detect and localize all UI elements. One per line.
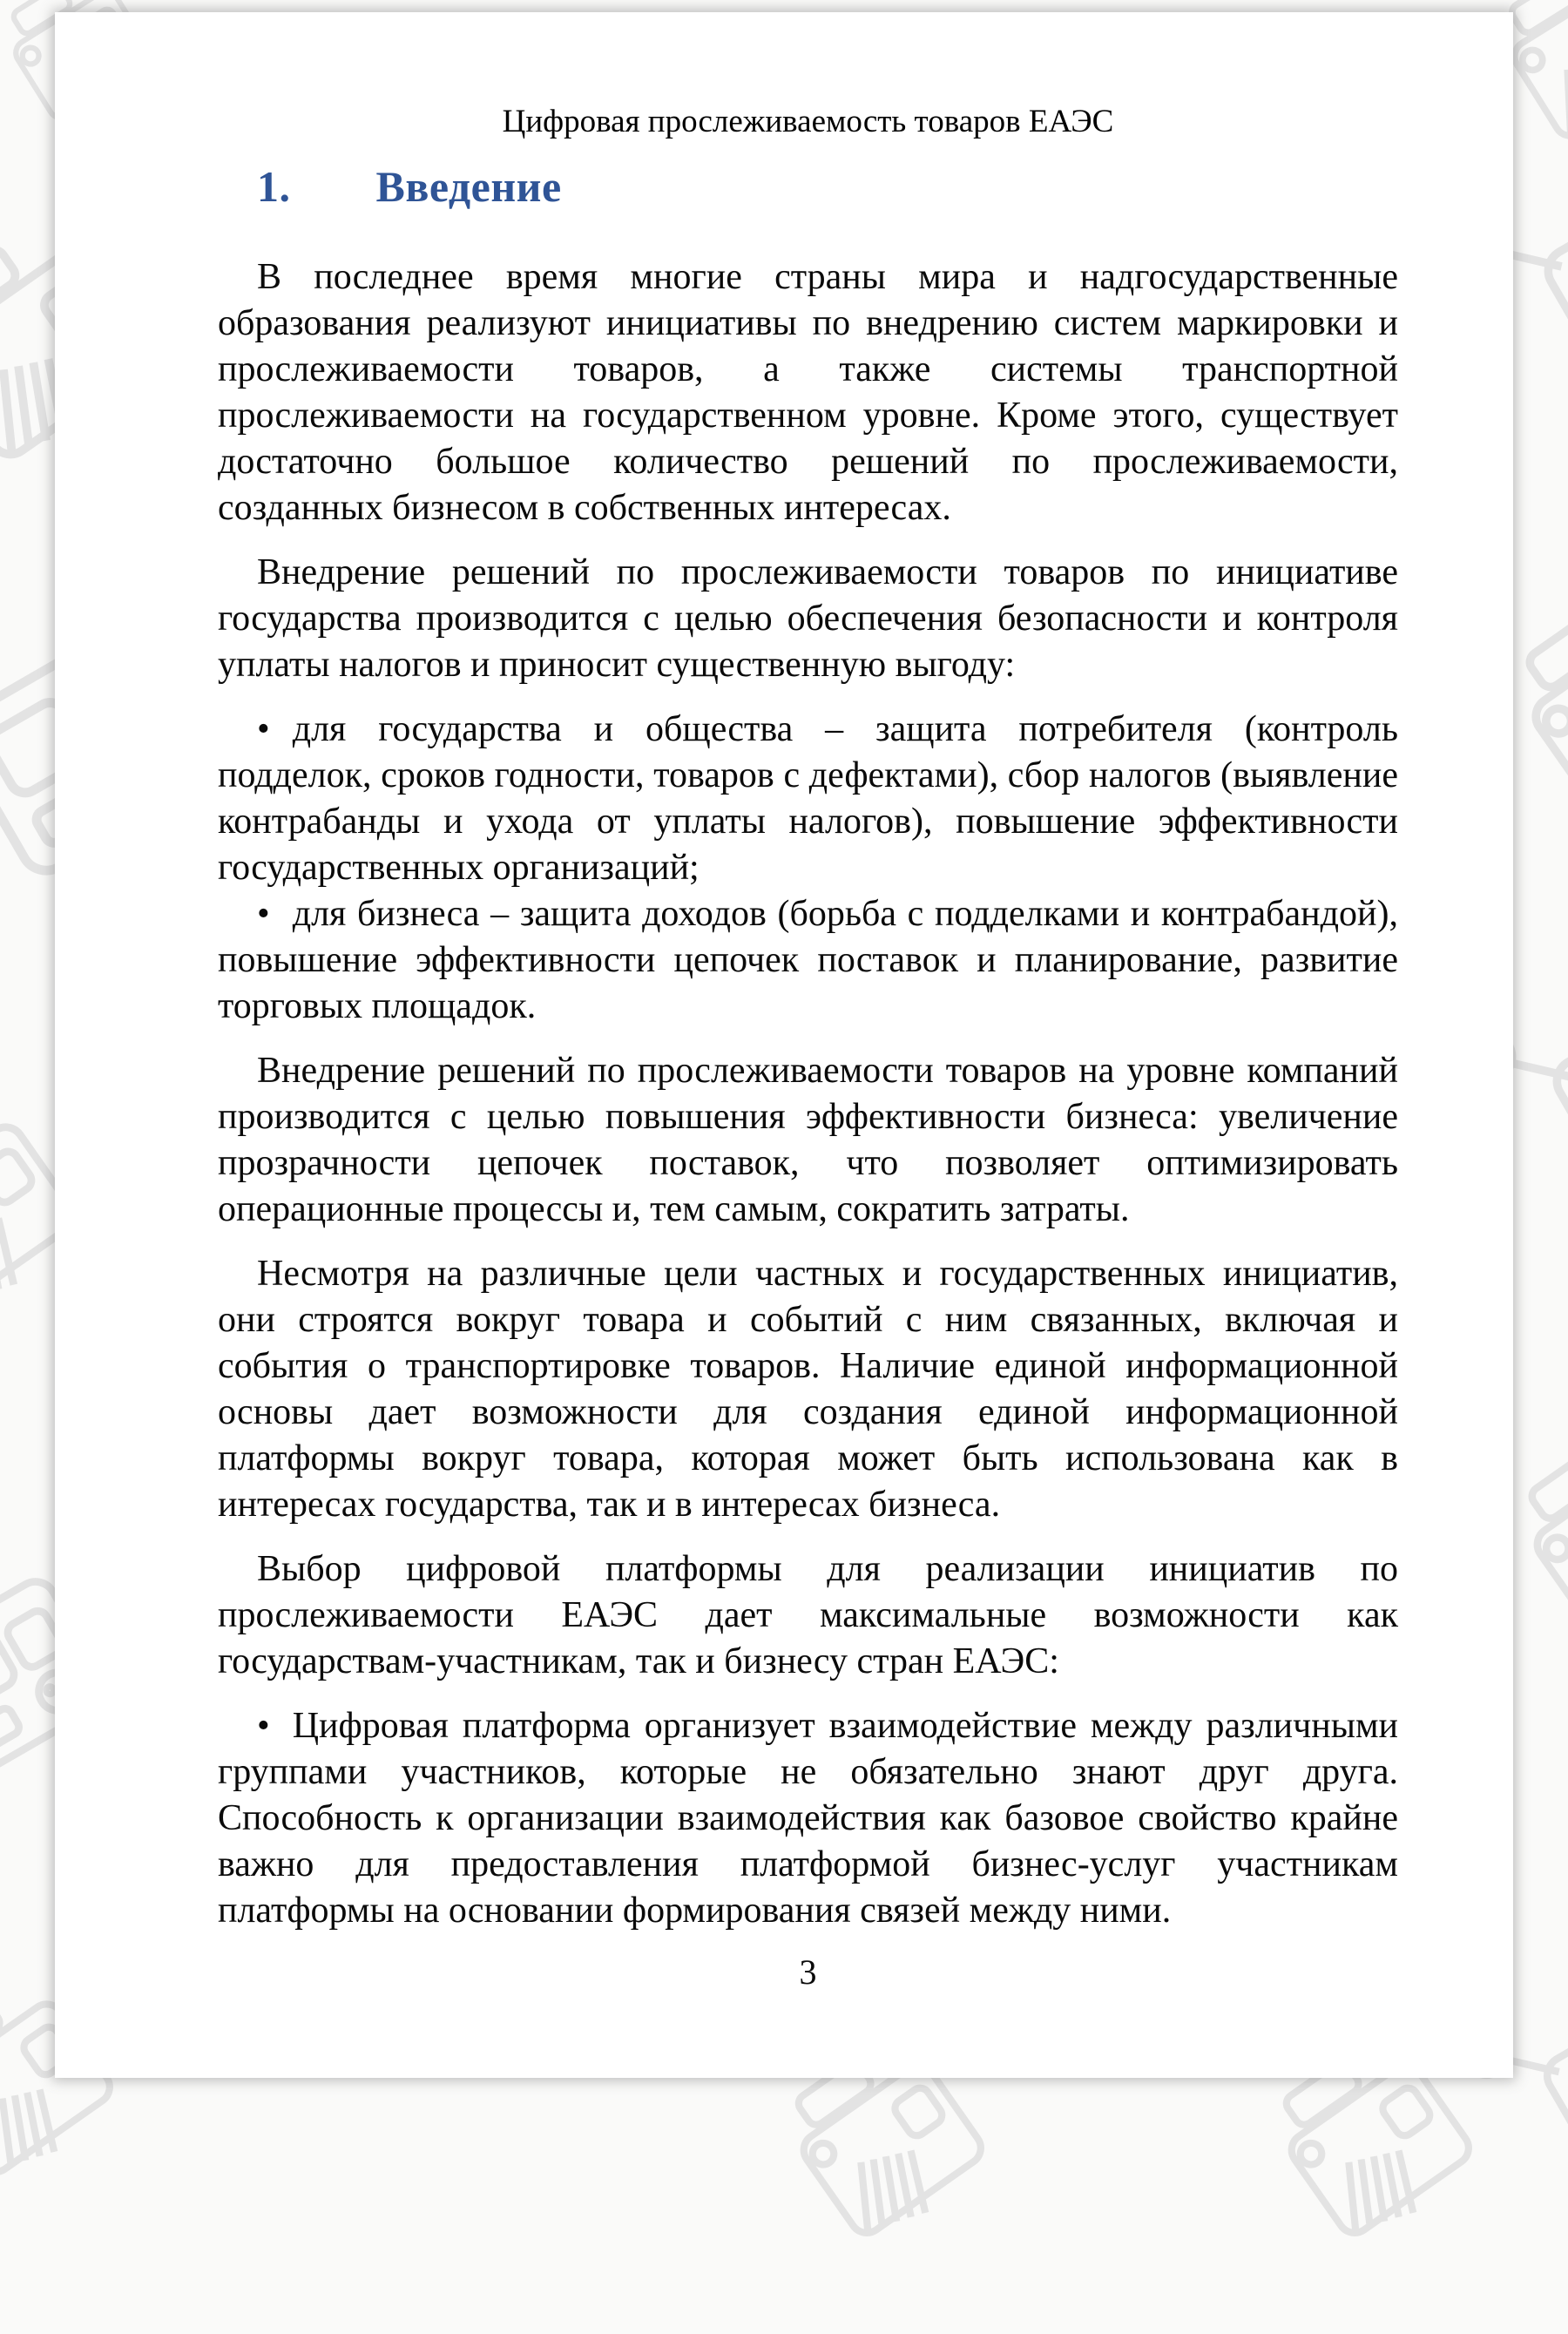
list-item-state-benefits	[218, 707, 1398, 891]
paragraph-company-level: Внедрение решений по прослеживаемости товаров на уровне компаний производится с целью повышения эффективности бизнеса: увеличение прозрачности цепочек поставок, что позволяет оптимизировать операционные процессы и, тем самым, сократить затраты.	[218, 1051, 1398, 1229]
heading-number: 1.	[257, 162, 291, 211]
page-number: 3	[799, 1952, 817, 1992]
page-content	[55, 12, 1513, 2078]
bullet-icon: •	[257, 1706, 270, 1746]
paragraph-intro: В последнее время многие страны мира и надгосударственные образования реализуют инициативы по внедрению систем маркировки и прослеживаемости товаров, а также системы транспортной прослеживаемости на государственном уровне. Кроме этого, существует достаточно большое количество решений по прослеживаемости, созданных бизнесом в собственных интересах.	[218, 257, 1398, 528]
document-page	[55, 12, 1513, 2078]
list-item-text: Цифровая платформа организует взаимодействие между различными группами участников, которые не обязательно знают друг друга. Способность к организации взаимодействия как базовое свойство крайне важно для предоставления платформой бизнес-услуг участникам платформы на основании формирования связей между ними.	[218, 1706, 1398, 1931]
bullet-icon: •	[257, 894, 270, 934]
list-item-business-benefits	[218, 891, 1398, 1030]
running-header: Цифровая прослеживаемость товаров ЕАЭС	[502, 104, 1114, 139]
bullet-list-platform	[218, 1703, 1398, 1934]
paragraph-common-basis: Несмотря на различные цели частных и государственных инициатив, они строятся вокруг товара и событий с ним связанных, включая и события о транспортировке товаров. Наличие единой информационной основы дает возможности для создания единой информационной платформы вокруг товара, которая может быть использована как в интересах государства, так и в интересах бизнеса.	[218, 1254, 1398, 1525]
paragraph-state-initiative: Внедрение решений по прослеживаемости товаров по инициативе государства производится с целью обеспечения безопасности и контроля уплаты налогов и приносит существенную выгоду:	[218, 552, 1398, 685]
list-item-platform-interaction	[218, 1703, 1398, 1934]
paragraph-platform-choice: Выбор цифровой платформы для реализации инициатив по прослеживаемости ЕАЭС дает максимальные возможности как государствам-участникам, так и бизнесу стран ЕАЭС:	[218, 1549, 1398, 1681]
bullet-list-benefits	[218, 707, 1398, 1030]
heading-title: Введение	[375, 162, 562, 211]
section-heading	[218, 162, 1398, 211]
list-item-text: для бизнеса – защита доходов (борьба с подделками и контрабандой), повышение эффективности цепочек поставок и планирование, развитие торговых площадок.	[218, 894, 1398, 1026]
bullet-icon: •	[257, 709, 270, 749]
list-item-text: для государства и общества – защита потребителя (контроль подделок, сроков годности, товаров с дефектами), сбор налогов (выявление контрабанды и ухода от уплаты налогов), повышение эффективности государственных организаций;	[218, 709, 1398, 888]
